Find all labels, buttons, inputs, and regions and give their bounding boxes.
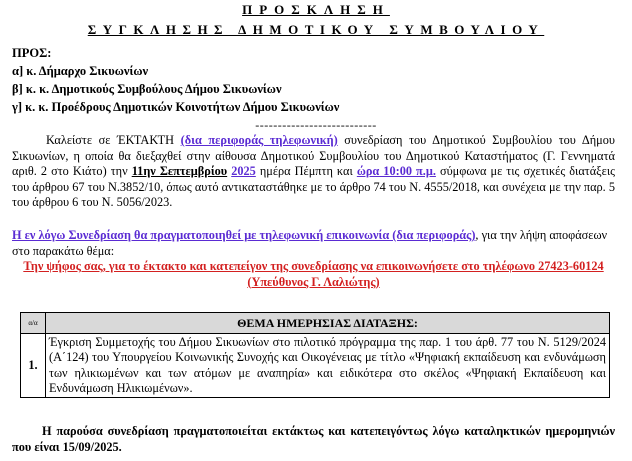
phone-session-link[interactable]: (δια περιφοράς τηλεφωνική) [180, 133, 338, 147]
recipient-mayor: α] κ. Δήμαρχο Σικυωνίων [12, 64, 149, 78]
meeting-time: ώρα 10:00 π.μ. [356, 164, 436, 178]
vote-phone-line: Την ψήφος σας, για το έκτακτο και κατεπείγον της συνεδρίασης να επικοινωνήσετε στο τηλέφωνο 27423-60124 (Υπεύθυνος Γ. Λαλιώτης) [23, 259, 604, 289]
invitation-text-3: ημέρα Πέμπτη και [255, 164, 357, 178]
notice-tail: , για την λήψη αποφάσεων στο παρακάτω θέμα: [12, 228, 608, 258]
agenda-number-header: α/α [21, 313, 46, 334]
invitation-paragraph [12, 133, 615, 211]
agenda-item-number: 1. [21, 334, 46, 398]
document-title: ΠΡΟΣΚΛΗΣΗ [242, 2, 390, 17]
invitation-text-1: Καλείστε σε ΈΚΤΑΚΤΗ [46, 133, 181, 147]
invitation-text-4: σύμφωνα με τις σχετικές διατάξεις του άρθρου 67 του Ν.3852/10, όπως αυτό αντικαταστάθηκε με το άρθρο 74 του Ν. 4555/2018, και συνέχεια με την παρ. 5 του άρθρου 6 του Ν. 5056/2023. [12, 164, 615, 209]
recipients-label: ΠΡΟΣ: [12, 46, 52, 60]
table-row [21, 334, 610, 398]
notice-paragraph [12, 228, 615, 259]
recipient-community-presidents: γ] κ. κ. Προέδρους Δημοτικών Κοινοτήτων Δήμου Σικυωνίων [12, 100, 340, 114]
invitation-text-2: συνεδρίαση του Δημοτικού Συμβουλίου του Δήμου Σικυωνίων, η οποία θα διεξαχθεί στην αίθουσα Δημοτικού Συμβουλίου του Δημοτικού Καταστήματος (Γ. Γεννηματά αριθ. 2 στο Κιάτο) την [12, 133, 615, 178]
agenda-item-text: Έγκριση Συμμετοχής του Δήμου Σικυωνίων στο πιλοτικό πρόγραμμα της παρ. 1 του άρθ. 77 του Ν. 5129/2024 (Α΄124) του Υπουργείου Κοινωνικής Συνοχής και Οικογένειας με τίτλο «Ψηφιακή εκπαίδευση και ενδυνάμωση των ηλικιωμένων και των ατόμων με αναπηρία» και ειδικότερα στο σκέλος «Ψηφιακή Εκπαίδευση και Ενδυνάμωση Ηλικιωμένων». [46, 334, 610, 398]
agenda-table [20, 312, 610, 398]
document-subtitle: ΣΥΓΚΛΗΣΗΣ ΔΗΜΟΤΙΚΟΥ ΣΥΜΒΟΥΛΙΟΥ [87, 22, 545, 37]
meeting-date: 11ην Σεπτεμβρίου [131, 164, 228, 178]
meeting-year: 2025 [231, 164, 256, 178]
agenda-header: ΘΕΜΑ ΗΜΕΡΗΣΙΑΣ ΔΙΑΤΑΞΗΣ: [46, 313, 610, 334]
notice-lead[interactable]: Η εν λόγω Συνεδρίαση θα πραγματοποιηθεί με τηλεφωνική επικοινωνία (δια περιφοράς) [12, 228, 476, 242]
recipient-councillors: β] κ. κ. Δημοτικούς Συμβούλους Δήμου Σικυωνίων [12, 82, 282, 96]
separator-line: --------------------------- [255, 118, 377, 132]
footer-note: Η παρούσα συνεδρίαση πραγματοποιείται εκτάκτως και κατεπειγόντως λόγω καταληκτικών ημερομηνιών που είναι 15/09/2025. [12, 424, 615, 454]
